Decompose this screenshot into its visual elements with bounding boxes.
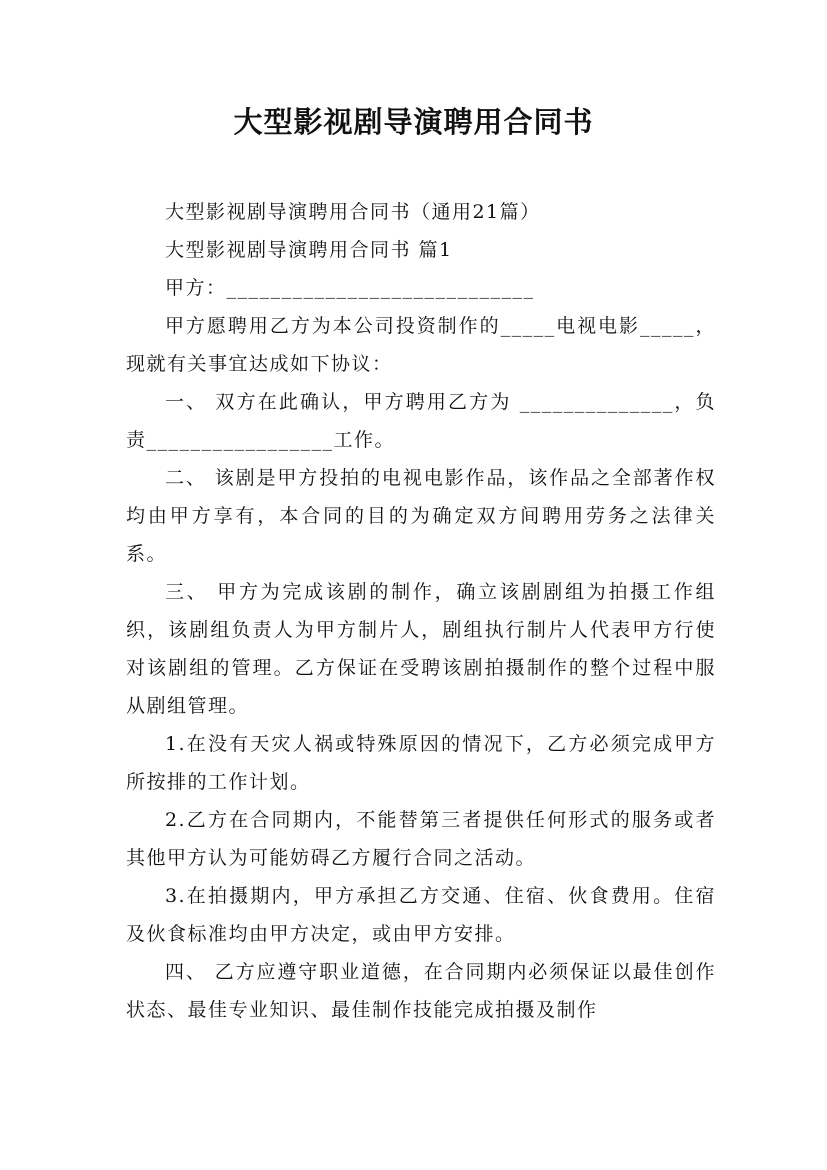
- document-body: [126, 193, 716, 1029]
- paragraph-clause-3: 三、 甲方为完成该剧的制作，确立该剧剧组为拍摄工作组织，该剧组负责人为甲方制片人，剧组执行制片人代表甲方行使对该剧组的管理。乙方保证在受聘该剧拍摄制作的整个过程中服从剧组管理。: [126, 581, 716, 717]
- document-title: 大型影视剧导演聘用合同书: [233, 105, 594, 139]
- paragraph-party-a: 甲方：____________________________: [164, 277, 535, 299]
- paragraph-section-heading: 大型影视剧导演聘用合同书 篇1: [164, 239, 453, 261]
- paragraph-item-1: 1.在没有天灾人祸或特殊原因的情况下，乙方必须完成甲方所按排的工作计划。: [126, 733, 716, 793]
- paragraph-item-3: 3.在拍摄期内，甲方承担乙方交通、住宿、伙食费用。住宿及伙食标准均由甲方决定，或由甲方安排。: [126, 885, 716, 945]
- paragraph-subtitle: 大型影视剧导演聘用合同书（通用21篇）: [164, 201, 541, 223]
- paragraph-clause-1: 一、 双方在此确认，甲方聘用乙方为 ______________，负责_________________工作。: [126, 391, 716, 451]
- paragraph-item-2: 2.乙方在合同期内，不能替第三者提供任何形式的服务或者其他甲方认为可能妨碍乙方履行合同之活动。: [126, 809, 716, 869]
- paragraph-clause-2: 二、 该剧是甲方投拍的电视电影作品，该作品之全部著作权均由甲方享有，本合同的目的为确定双方间聘用劳务之法律关系。: [126, 467, 716, 565]
- paragraph-clause-4: 四、 乙方应遵守职业道德，在合同期内必须保证以最佳创作状态、最佳专业知识、最佳制作技能完成拍摄及制作: [126, 961, 716, 1021]
- paragraph-intro: 甲方愿聘用乙方为本公司投资制作的_____电视电影_____，现就有关事宜达成如下协议：: [126, 315, 716, 375]
